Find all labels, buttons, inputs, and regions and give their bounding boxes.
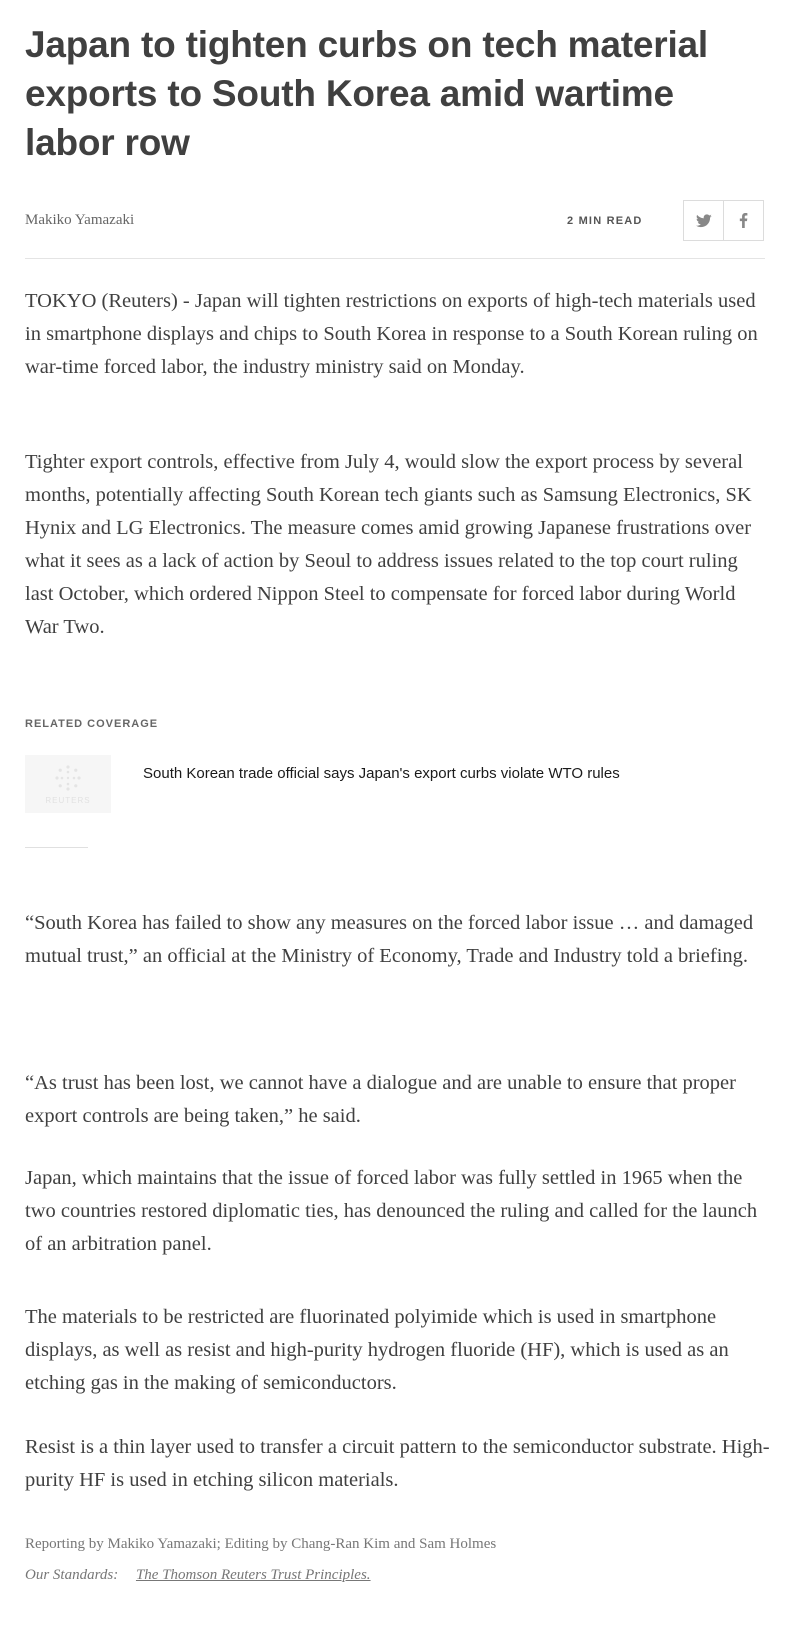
related-item-title[interactable]: South Korean trade official says Japan's export curbs violate WTO rules	[143, 765, 620, 782]
article-paragraph: The materials to be restricted are fluorinated polyimide which is used in smartphone displays, as well as resist and high-purity hydrogen fluoride (HF), which is used as an etching gas in the making of semiconductors.	[25, 1306, 729, 1394]
article-paragraph: Japan, which maintains that the issue of forced labor was fully settled in 1965 when the two countries restored diplomatic ties, has denounced the ruling and called for the launch of an arbitration panel.	[25, 1167, 758, 1255]
thumbnail-label: REUTERS	[45, 795, 91, 805]
share-twitter-button[interactable]	[683, 200, 724, 241]
related-item[interactable]	[25, 755, 765, 815]
article-paragraph: Tighter export controls, effective from July 4, would slow the export process by several months, potentially affecting South Korean tech giants such as Samsung Electronics, SK Hynix and LG Electronics. The measure comes amid growing Japanese frustrations over what it sees as a lack of action by Seoul to address issues related to the top court ruling last October, which ordered Nippon Steel to compensate for forced labor during World War Two.	[25, 451, 752, 638]
facebook-icon	[739, 213, 748, 228]
article-headline: Japan to tighten curbs on tech material exports to South Korea amid wartime labor row	[25, 24, 708, 163]
trust-principles-link[interactable]: The Thomson Reuters Trust Principles.	[135, 1567, 371, 1583]
byline-row	[25, 200, 775, 244]
article-paragraph: Resist is a thin layer used to transfer a circuit pattern to the semiconductor substrate. High-purity HF is used in etching silicon materials.	[25, 1436, 770, 1491]
reuters-logo-icon	[54, 764, 82, 792]
byline-divider	[25, 258, 765, 259]
article-paragraph: “South Korea has failed to show any measures on the forced labor issue … and damaged mutual trust,” an official at the Ministry of Economy, Trade and Industry told a briefing.	[25, 912, 754, 967]
article-paragraph: “As trust has been lost, we cannot have a dialogue and are unable to ensure that proper export controls are being taken,” he said.	[25, 1072, 736, 1127]
related-coverage-heading: RELATED COVERAGE	[25, 718, 159, 730]
author-name[interactable]: Makiko Yamazaki	[25, 212, 135, 228]
read-time: 2 MIN READ	[567, 215, 643, 227]
standards-label: Our Standards:	[25, 1567, 119, 1583]
related-divider	[25, 847, 88, 848]
related-thumbnail[interactable]	[25, 755, 111, 813]
share-facebook-button[interactable]	[723, 200, 764, 241]
reporting-credits: Reporting by Makiko Yamazaki; Editing by Chang-Ran Kim and Sam Holmes	[25, 1536, 497, 1552]
article-paragraph: TOKYO (Reuters) - Japan will tighten restrictions on exports of high-tech materials used in smartphone displays and chips to South Korea in response to a South Korean ruling on war-time forced labor, the industry ministry said on Monday.	[25, 290, 758, 378]
twitter-icon	[696, 214, 712, 228]
standards-line	[25, 1567, 371, 1584]
